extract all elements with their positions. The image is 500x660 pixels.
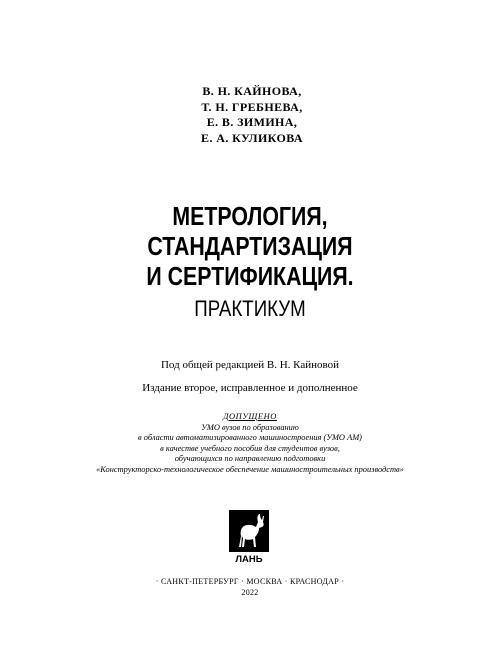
author-name: В. Н. КАЙНОВА, bbox=[202, 84, 302, 98]
book-title bbox=[45, 201, 455, 291]
title-line: МЕТРОЛОГИЯ, bbox=[172, 201, 328, 231]
title-line: СТАНДАРТИЗАЦИЯ bbox=[147, 231, 353, 261]
logo-text: ЛАНЬ bbox=[235, 554, 263, 564]
publisher-cities: · САНКТ-ПЕТЕРБУРГ · МОСКВА · КРАСНОДАР · bbox=[155, 577, 345, 586]
approval-line: обучающихся по направлению подготовки bbox=[174, 454, 326, 463]
doe-deer-logo-icon bbox=[229, 510, 269, 564]
editor-note: Под общей редакцией В. Н. Кайновой bbox=[160, 359, 340, 371]
author-name: Е. А. КУЛИКОВА bbox=[201, 130, 303, 145]
edition-note: Издание второе, исправленное и дополненное bbox=[142, 382, 358, 394]
author-list bbox=[0, 84, 500, 146]
author-name: Т. Н. ГРЕБНЕВА, bbox=[201, 99, 303, 114]
publication-year: 2022 bbox=[241, 588, 259, 597]
title-line: И СЕРТИФИКАЦИЯ. bbox=[146, 261, 354, 291]
approval-heading: ДОПУЩЕНО bbox=[223, 412, 277, 421]
book-subtitle: ПРАКТИКУМ bbox=[194, 296, 306, 321]
approval-stamp bbox=[0, 412, 500, 475]
approval-line: в области автоматизированного машиностроения (УМО АМ) bbox=[138, 433, 362, 442]
approval-line: в качестве учебного пособия для студентов вузов, bbox=[160, 443, 340, 453]
publisher-imprint bbox=[0, 576, 500, 598]
approval-line: УМО вузов по образованию bbox=[201, 422, 299, 432]
author-name: Е. В. ЗИМИНА, bbox=[206, 115, 298, 129]
approval-line: «Конструкторско-технологическое обеспечение машиностроительных производств» bbox=[96, 464, 404, 474]
